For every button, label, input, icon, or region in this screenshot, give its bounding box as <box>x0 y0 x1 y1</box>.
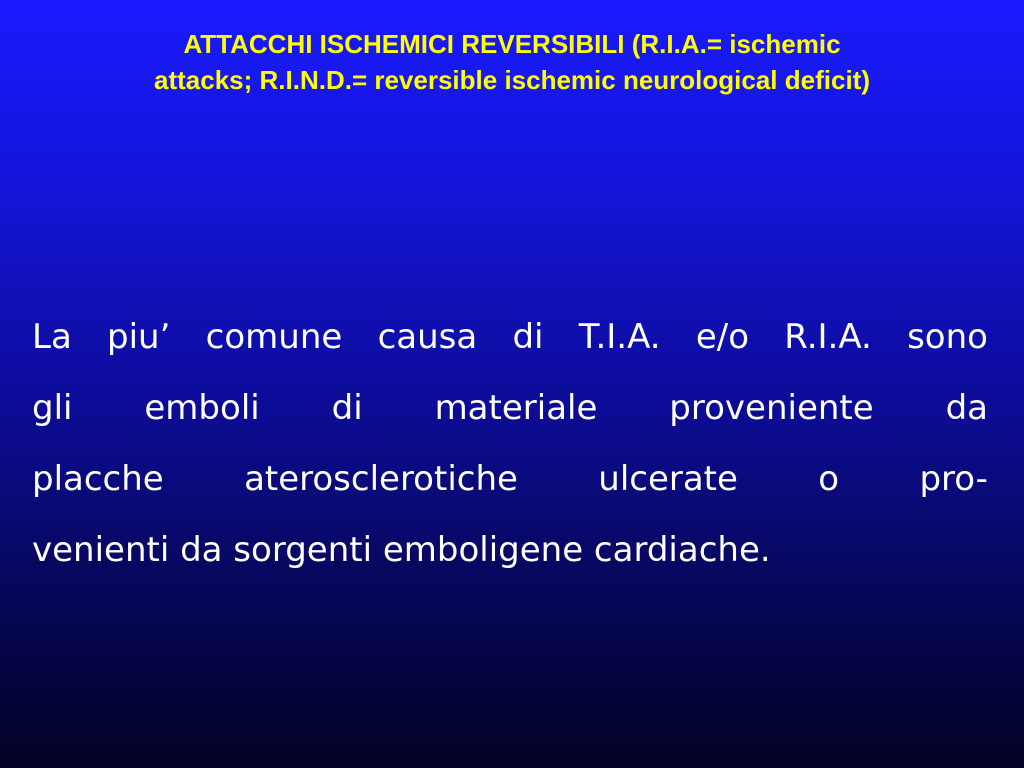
body-line-1 <box>32 302 988 373</box>
slide-title <box>20 26 1004 98</box>
word: R.I.A. <box>784 317 872 357</box>
word: pro- <box>919 459 988 499</box>
title-line-2: attacks; R.I.N.D.= reversible ischemic neurological deficit) <box>154 65 870 95</box>
word: di <box>512 317 544 357</box>
body-line-4: venienti da sorgenti emboligene cardiache. <box>32 530 771 570</box>
word: piu’ <box>107 317 171 357</box>
word: o <box>818 459 840 499</box>
word: sono <box>907 317 988 357</box>
word: gli <box>32 388 73 428</box>
word: La <box>32 317 72 357</box>
word: aterosclerotiche <box>244 459 518 499</box>
word: materiale <box>434 388 598 428</box>
word: di <box>331 388 363 428</box>
word: causa <box>377 317 478 357</box>
word: da <box>945 388 988 428</box>
title-line-1: ATTACCHI ISCHEMICI REVERSIBILI (R.I.A.= ischemic <box>183 29 841 59</box>
word: proveniente <box>669 388 874 428</box>
word: comune <box>205 317 343 357</box>
word: placche <box>32 459 164 499</box>
word: ulcerate <box>598 459 738 499</box>
word: emboli <box>144 388 260 428</box>
slide-body-text <box>32 302 988 586</box>
word: e/o <box>695 317 750 357</box>
word: T.I.A. <box>578 317 661 357</box>
body-line-2 <box>32 373 988 444</box>
body-line-3 <box>32 444 988 515</box>
